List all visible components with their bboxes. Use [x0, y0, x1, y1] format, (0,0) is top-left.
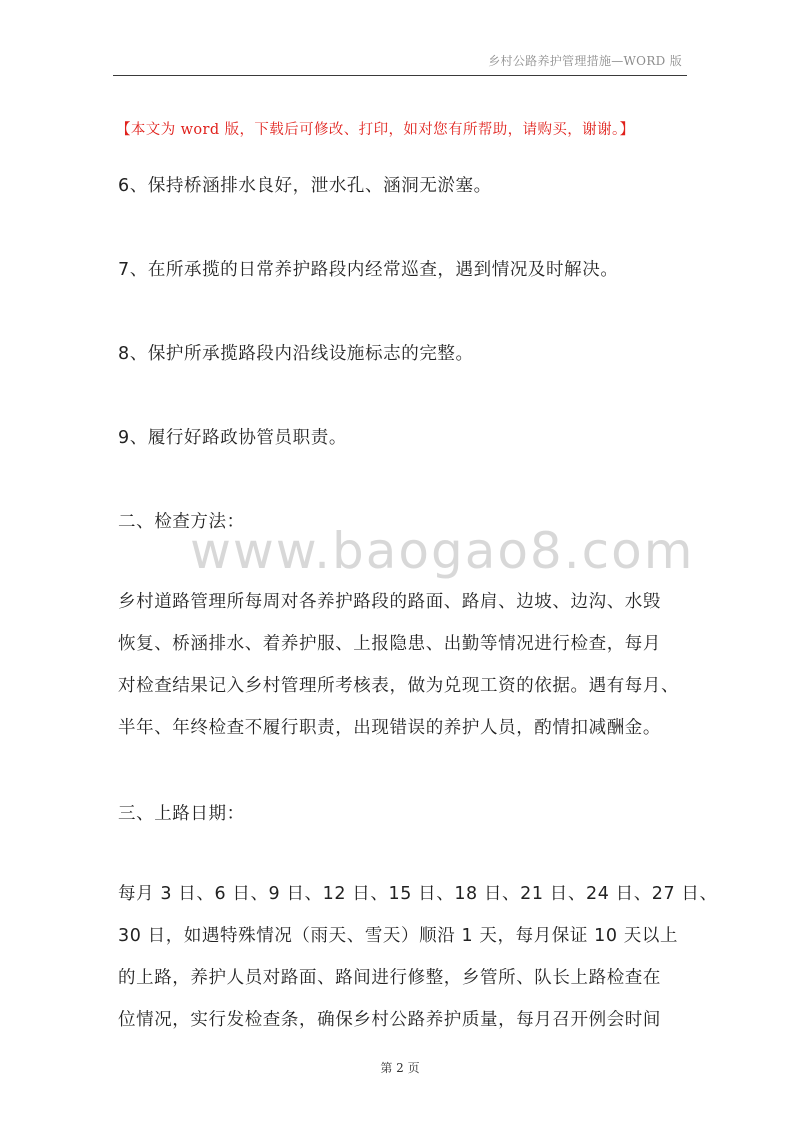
- page-header-title: 乡村公路养护管理措施—WORD 版: [488, 54, 682, 68]
- section-heading-road-dates: 三、上路日期：: [118, 804, 245, 824]
- paragraph-line: 的上路，养护人员对路面、路间进行修整，乡管所、队长上路检查在: [118, 968, 661, 988]
- purchase-notice: 【本文为 word 版，下载后可修改、打印，如对您有所帮助，请购买，谢谢。】: [116, 122, 635, 138]
- section-heading-inspection-method: 二、检查方法：: [118, 512, 245, 532]
- paragraph-line: 30 日，如遇特殊情况（雨天、雪天）顺沿 1 天，每月保证 10 天以上: [118, 926, 679, 946]
- paragraph-line: 对检查结果记入乡村管理所考核表，做为兑现工资的依据。遇有每月、: [118, 676, 680, 696]
- section-body-inspection-method: [118, 581, 688, 749]
- paragraph-line: 半年、年终检查不履行职责，出现错误的养护人员，酌情扣减酬金。: [118, 718, 661, 738]
- section-body-road-dates: [118, 873, 718, 1041]
- paragraph-line: 位情况，实行发检查条，确保乡村公路养护质量，每月召开例会时间: [118, 1010, 661, 1030]
- paragraph-line: 恢复、桥涵排水、着养护服、上报隐患、出勤等情况进行检查，每月: [118, 634, 661, 654]
- list-item-6: 6、保持桥涵排水良好，泄水孔、涵洞无淤塞。: [118, 176, 492, 196]
- list-item-8: 8、保护所承揽路段内沿线设施标志的完整。: [118, 344, 474, 364]
- paragraph-line: 每月 3 日、6 日、9 日、12 日、15 日、18 日、21 日、24 日、27 日、: [118, 884, 718, 904]
- list-item-7: 7、在所承揽的日常养护路段内经常巡查，遇到情况及时解决。: [118, 260, 619, 280]
- page-number: 第 2 页: [380, 1061, 420, 1075]
- list-item-9: 9、履行好路政协管员职责。: [118, 428, 347, 448]
- paragraph-line: 乡村道路管理所每周对各养护路段的路面、路肩、边坡、边沟、水毁: [118, 592, 661, 612]
- watermark: www.baogao8.com: [190, 522, 695, 580]
- header-divider: [113, 75, 687, 76]
